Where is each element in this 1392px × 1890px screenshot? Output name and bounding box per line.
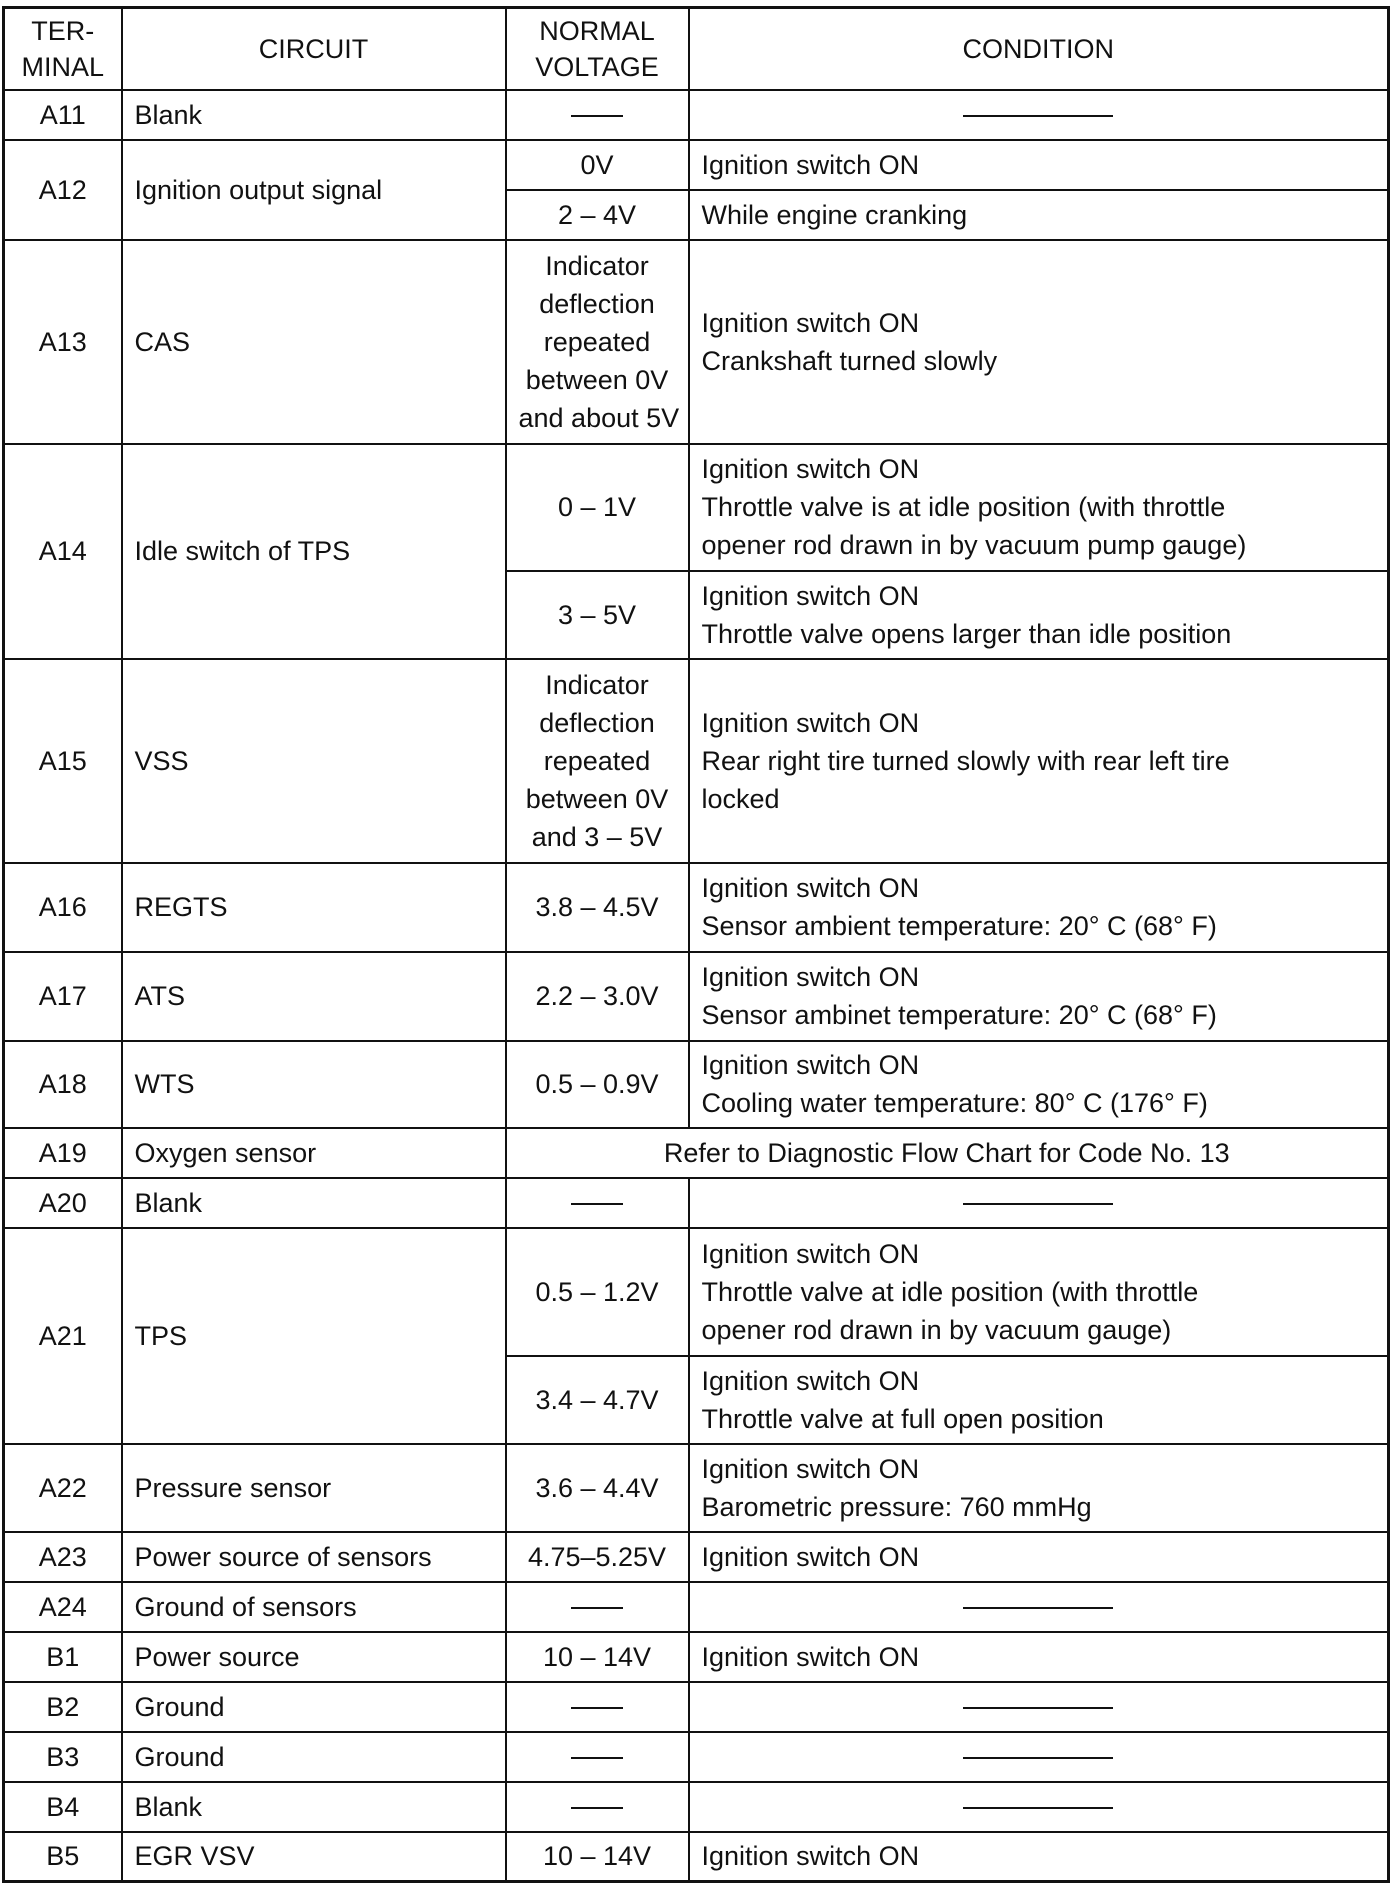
circuit-cell: Power source: [122, 1632, 506, 1682]
voltage-cell: [506, 240, 689, 444]
voltage-line: repeated: [543, 326, 651, 357]
terminal-cell: B3: [4, 1732, 122, 1782]
condition-cell: [689, 863, 1389, 952]
terminal-cell: A15: [4, 659, 122, 863]
voltage-cell: 3.4 – 4.7V: [506, 1356, 689, 1444]
voltage-line: and about 5V: [518, 402, 680, 433]
circuit-cell: Ground: [122, 1682, 506, 1732]
condition-line: Ignition switch ON: [701, 580, 920, 611]
table-row: [4, 90, 1389, 140]
condition-line: locked: [701, 783, 780, 814]
table-row: [4, 1682, 1389, 1732]
header-condition: CONDITION: [689, 8, 1389, 90]
table-row: [4, 1444, 1389, 1532]
terminal-cell: A22: [4, 1444, 122, 1532]
condition-cell: [689, 1041, 1389, 1128]
terminal-cell: B5: [4, 1832, 122, 1882]
voltage-cell: 0 – 1V: [506, 444, 689, 571]
terminal-cell: B2: [4, 1682, 122, 1732]
condition-line: Ignition switch ON: [701, 962, 920, 992]
circuit-cell: WTS: [122, 1041, 506, 1128]
voltage-cell: 10 – 14V: [506, 1832, 689, 1882]
dash-rule: [571, 1757, 623, 1759]
condition-cell: [689, 1682, 1389, 1732]
terminal-cell: A17: [4, 952, 122, 1041]
circuit-cell: Idle switch of TPS: [122, 444, 506, 659]
voltage-line: and 3 – 5V: [531, 821, 663, 852]
condition-cell: Ignition switch ON: [689, 1532, 1389, 1582]
voltage-line: between 0V: [525, 364, 669, 395]
circuit-cell: Blank: [122, 1178, 506, 1228]
voltage-line: between 0V: [525, 783, 669, 814]
header-row: [4, 8, 1389, 90]
terminal-cell: A19: [4, 1128, 122, 1178]
condition-line: Ignition switch ON: [701, 1050, 920, 1080]
circuit-cell: Ignition output signal: [122, 140, 506, 240]
condition-line: opener rod drawn in by vacuum gauge): [701, 1314, 1172, 1345]
terminal-cell: A11: [4, 90, 122, 140]
dash-rule: [571, 1203, 623, 1205]
condition-line: Throttle valve is at idle position (with throttle: [701, 492, 1226, 522]
circuit-cell: Blank: [122, 90, 506, 140]
voltage-line: deflection: [539, 288, 655, 319]
voltage-cell: [506, 1732, 689, 1782]
voltage-cell: 10 – 14V: [506, 1632, 689, 1682]
condition-line: Crankshaft turned slowly: [701, 345, 998, 376]
circuit-cell: Ground: [122, 1732, 506, 1782]
terminal-cell: A14: [4, 444, 122, 659]
condition-cell: While engine cranking: [689, 190, 1389, 240]
condition-cell: [689, 1356, 1389, 1444]
circuit-cell: EGR VSV: [122, 1832, 506, 1882]
terminal-cell: A18: [4, 1041, 122, 1128]
header-voltage-line: NORMAL: [539, 15, 655, 46]
header-voltage: [506, 8, 689, 90]
table-row: [4, 1128, 1389, 1178]
terminal-voltage-sheet: [2, 6, 1387, 1886]
condition-line: Ignition switch ON: [701, 873, 920, 903]
dash-rule: [963, 1757, 1113, 1759]
dash-rule: [571, 1807, 623, 1809]
condition-cell: [689, 659, 1389, 863]
voltage-cell: [506, 659, 689, 863]
voltage-cell: 0.5 – 1.2V: [506, 1228, 689, 1356]
voltage-cell: [506, 1682, 689, 1732]
circuit-cell: REGTS: [122, 863, 506, 952]
circuit-cell: Pressure sensor: [122, 1444, 506, 1532]
header-circuit: CIRCUIT: [122, 8, 506, 90]
condition-cell: [689, 1228, 1389, 1356]
table-row: [4, 1178, 1389, 1228]
terminal-cell: A21: [4, 1228, 122, 1444]
voltage-cell: [506, 90, 689, 140]
table-row: [4, 1832, 1389, 1882]
voltage-cell: 0.5 – 0.9V: [506, 1041, 689, 1128]
table-row: [4, 952, 1389, 1041]
header-voltage-line: VOLTAGE: [535, 51, 659, 82]
voltage-cell: 2 – 4V: [506, 190, 689, 240]
terminal-cell: A24: [4, 1582, 122, 1632]
terminal-voltage-table: [2, 6, 1390, 1883]
condition-line: Rear right tire turned slowly with rear left tire: [701, 745, 1230, 776]
terminal-cell: A20: [4, 1178, 122, 1228]
dash-rule: [963, 1807, 1113, 1809]
terminal-cell: A16: [4, 863, 122, 952]
condition-cell: [689, 571, 1389, 659]
dash-rule: [963, 1707, 1113, 1709]
condition-cell: [689, 1178, 1389, 1228]
dash-rule: [571, 1707, 623, 1709]
dash-rule: [963, 115, 1113, 117]
condition-cell: [689, 240, 1389, 444]
voltage-line: repeated: [543, 745, 651, 776]
voltage-cell: 3.6 – 4.4V: [506, 1444, 689, 1532]
header-terminal: [4, 8, 122, 90]
terminal-cell: A12: [4, 140, 122, 240]
table-row: [4, 863, 1389, 952]
header-terminal-line: TER-: [31, 15, 95, 46]
voltage-line: Indicator: [545, 669, 649, 700]
dash-rule: [571, 115, 623, 117]
voltage-cell: 2.2 – 3.0V: [506, 952, 689, 1041]
table-row: [4, 1782, 1389, 1832]
table-row: [4, 140, 1389, 190]
table-row: [4, 1532, 1389, 1582]
condition-cell: [689, 1782, 1389, 1832]
condition-line: Throttle valve at full open position: [701, 1403, 1104, 1434]
condition-line: Cooling water temperature: 80° C (176° F): [701, 1088, 1208, 1118]
condition-line: Ignition switch ON: [701, 1365, 920, 1396]
voltage-line: deflection: [539, 707, 655, 738]
header-terminal-line: MINAL: [21, 51, 105, 82]
table-row: [4, 659, 1389, 863]
condition-line: Barometric pressure: 760 mmHg: [701, 1491, 1092, 1522]
condition-line: Ignition switch ON: [701, 707, 920, 738]
voltage-cell: 3 – 5V: [506, 571, 689, 659]
voltage-cell: 3.8 – 4.5V: [506, 863, 689, 952]
condition-line: Ignition switch ON: [701, 307, 920, 338]
terminal-cell: A13: [4, 240, 122, 444]
dash-rule: [963, 1203, 1113, 1205]
condition-line: Ignition switch ON: [701, 454, 920, 484]
terminal-cell: B1: [4, 1632, 122, 1682]
condition-line: Sensor ambinet temperature: 20° C (68° F): [701, 1000, 1217, 1030]
voltage-cell: [506, 1782, 689, 1832]
reference-note-cell: Refer to Diagnostic Flow Chart for Code No. 13: [506, 1128, 1389, 1178]
condition-line: Throttle valve at idle position (with throttle: [701, 1276, 1199, 1307]
terminal-cell: A23: [4, 1532, 122, 1582]
dash-rule: [571, 1607, 623, 1609]
circuit-cell: Power source of sensors: [122, 1532, 506, 1582]
voltage-cell: [506, 1582, 689, 1632]
condition-cell: [689, 1582, 1389, 1632]
condition-cell: [689, 1444, 1389, 1532]
voltage-cell: 0V: [506, 140, 689, 190]
table-row: [4, 444, 1389, 571]
table-row: [4, 240, 1389, 444]
condition-cell: [689, 1732, 1389, 1782]
dash-rule: [963, 1607, 1113, 1609]
voltage-cell: 4.75–5.25V: [506, 1532, 689, 1582]
condition-cell: Ignition switch ON: [689, 140, 1389, 190]
condition-cell: Ignition switch ON: [689, 1832, 1389, 1882]
table-row: [4, 1632, 1389, 1682]
circuit-cell: CAS: [122, 240, 506, 444]
condition-cell: [689, 444, 1389, 571]
voltage-cell: [506, 1178, 689, 1228]
circuit-cell: Ground of sensors: [122, 1582, 506, 1632]
circuit-cell: Blank: [122, 1782, 506, 1832]
table-row: [4, 1732, 1389, 1782]
circuit-cell: TPS: [122, 1228, 506, 1444]
circuit-cell: VSS: [122, 659, 506, 863]
table-row: [4, 1041, 1389, 1128]
condition-cell: [689, 90, 1389, 140]
condition-line: opener rod drawn in by vacuum pump gauge): [701, 530, 1247, 560]
table-row: [4, 1582, 1389, 1632]
table-row: [4, 1228, 1389, 1356]
condition-line: Sensor ambient temperature: 20° C (68° F): [701, 911, 1217, 941]
voltage-line: Indicator: [545, 250, 649, 281]
condition-line: Throttle valve opens larger than idle position: [701, 618, 1232, 649]
condition-cell: [689, 952, 1389, 1041]
circuit-cell: ATS: [122, 952, 506, 1041]
circuit-cell: Oxygen sensor: [122, 1128, 506, 1178]
condition-line: Ignition switch ON: [701, 1453, 920, 1484]
terminal-cell: B4: [4, 1782, 122, 1832]
condition-line: Ignition switch ON: [701, 1238, 920, 1269]
condition-cell: Ignition switch ON: [689, 1632, 1389, 1682]
